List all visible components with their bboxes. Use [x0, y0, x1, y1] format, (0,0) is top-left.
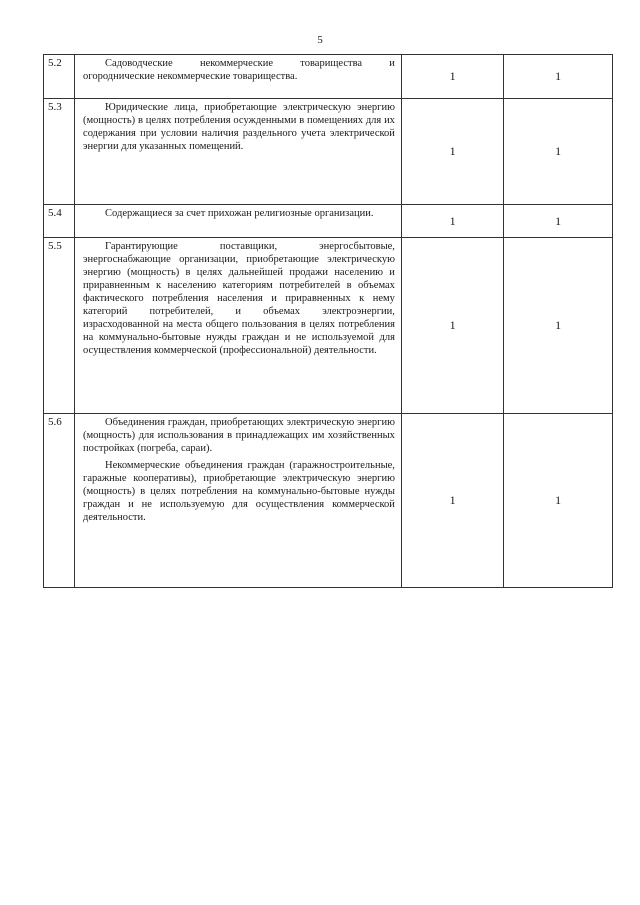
table-row: [44, 205, 613, 238]
description-paragraph: Объединения граждан, приобретающих электрическую энергию (мощность) для использования в принадлежащих им хозяйственных постройках (погреба, сараи).: [83, 417, 395, 454]
row-number: 5.5: [44, 238, 75, 414]
row-value-col4: 1: [504, 238, 613, 414]
row-number: 5.4: [44, 205, 75, 238]
table-row: [44, 99, 613, 205]
row-value-col4: 1: [504, 99, 613, 205]
row-description: [75, 55, 402, 99]
description-paragraph: Гарантирующие поставщики, энергосбытовые, энергоснабжающие организации, приобретающие электрическую энергию (мощность) в целях дальнейшей продажи населению и приравненным к населению категориям потребителей в объемах фактического потребления населения и приравненных к нему категорий потребителей, и объемах электроэнергии, израсходованной на места общего пользования в целях потребления на коммунально-бытовые нужды граждан и не используемой для осуществления коммерческой (профессиональной) деятельности.: [83, 241, 395, 356]
row-value-col3: 1: [401, 414, 503, 588]
row-value-col3: 1: [401, 205, 503, 238]
table-row: [44, 238, 613, 414]
description-paragraph: Некоммерческие объединения граждан (гаражностроительные, гаражные кооперативы), приобретающие электрическую энергию (мощность) в целях потребления на коммунально-бытовые нужды граждан и не используемую для осуществления коммерческой деятельности.: [83, 460, 395, 523]
row-number: 5.2: [44, 55, 75, 99]
row-value-col3: 1: [401, 99, 503, 205]
page-number: 5: [317, 34, 323, 46]
description-paragraph: Юридические лица, приобретающие электрическую энергию (мощность) в целях потребления осужденными в помещениях для их содержания при условии наличия раздельного учета электрической энергии для указанных помещений.: [83, 102, 395, 152]
row-description: [75, 205, 402, 238]
table-row: [44, 414, 613, 588]
row-description: [75, 414, 402, 588]
description-paragraph: Садоводческие некоммерческие товарищества и огороднические некоммерческие товарищества.: [83, 58, 395, 82]
table-row: [44, 55, 613, 99]
row-value-col4: 1: [504, 414, 613, 588]
row-value-col3: 1: [401, 238, 503, 414]
row-number: 5.3: [44, 99, 75, 205]
row-value-col4: 1: [504, 205, 613, 238]
row-description: [75, 238, 402, 414]
description-paragraph: Содержащиеся за счет прихожан религиозные организации.: [105, 208, 374, 219]
row-value-col3: 1: [401, 55, 503, 99]
tariff-category-table: [43, 54, 613, 588]
row-value-col4: 1: [504, 55, 613, 99]
row-description: [75, 99, 402, 205]
row-number: 5.6: [44, 414, 75, 588]
